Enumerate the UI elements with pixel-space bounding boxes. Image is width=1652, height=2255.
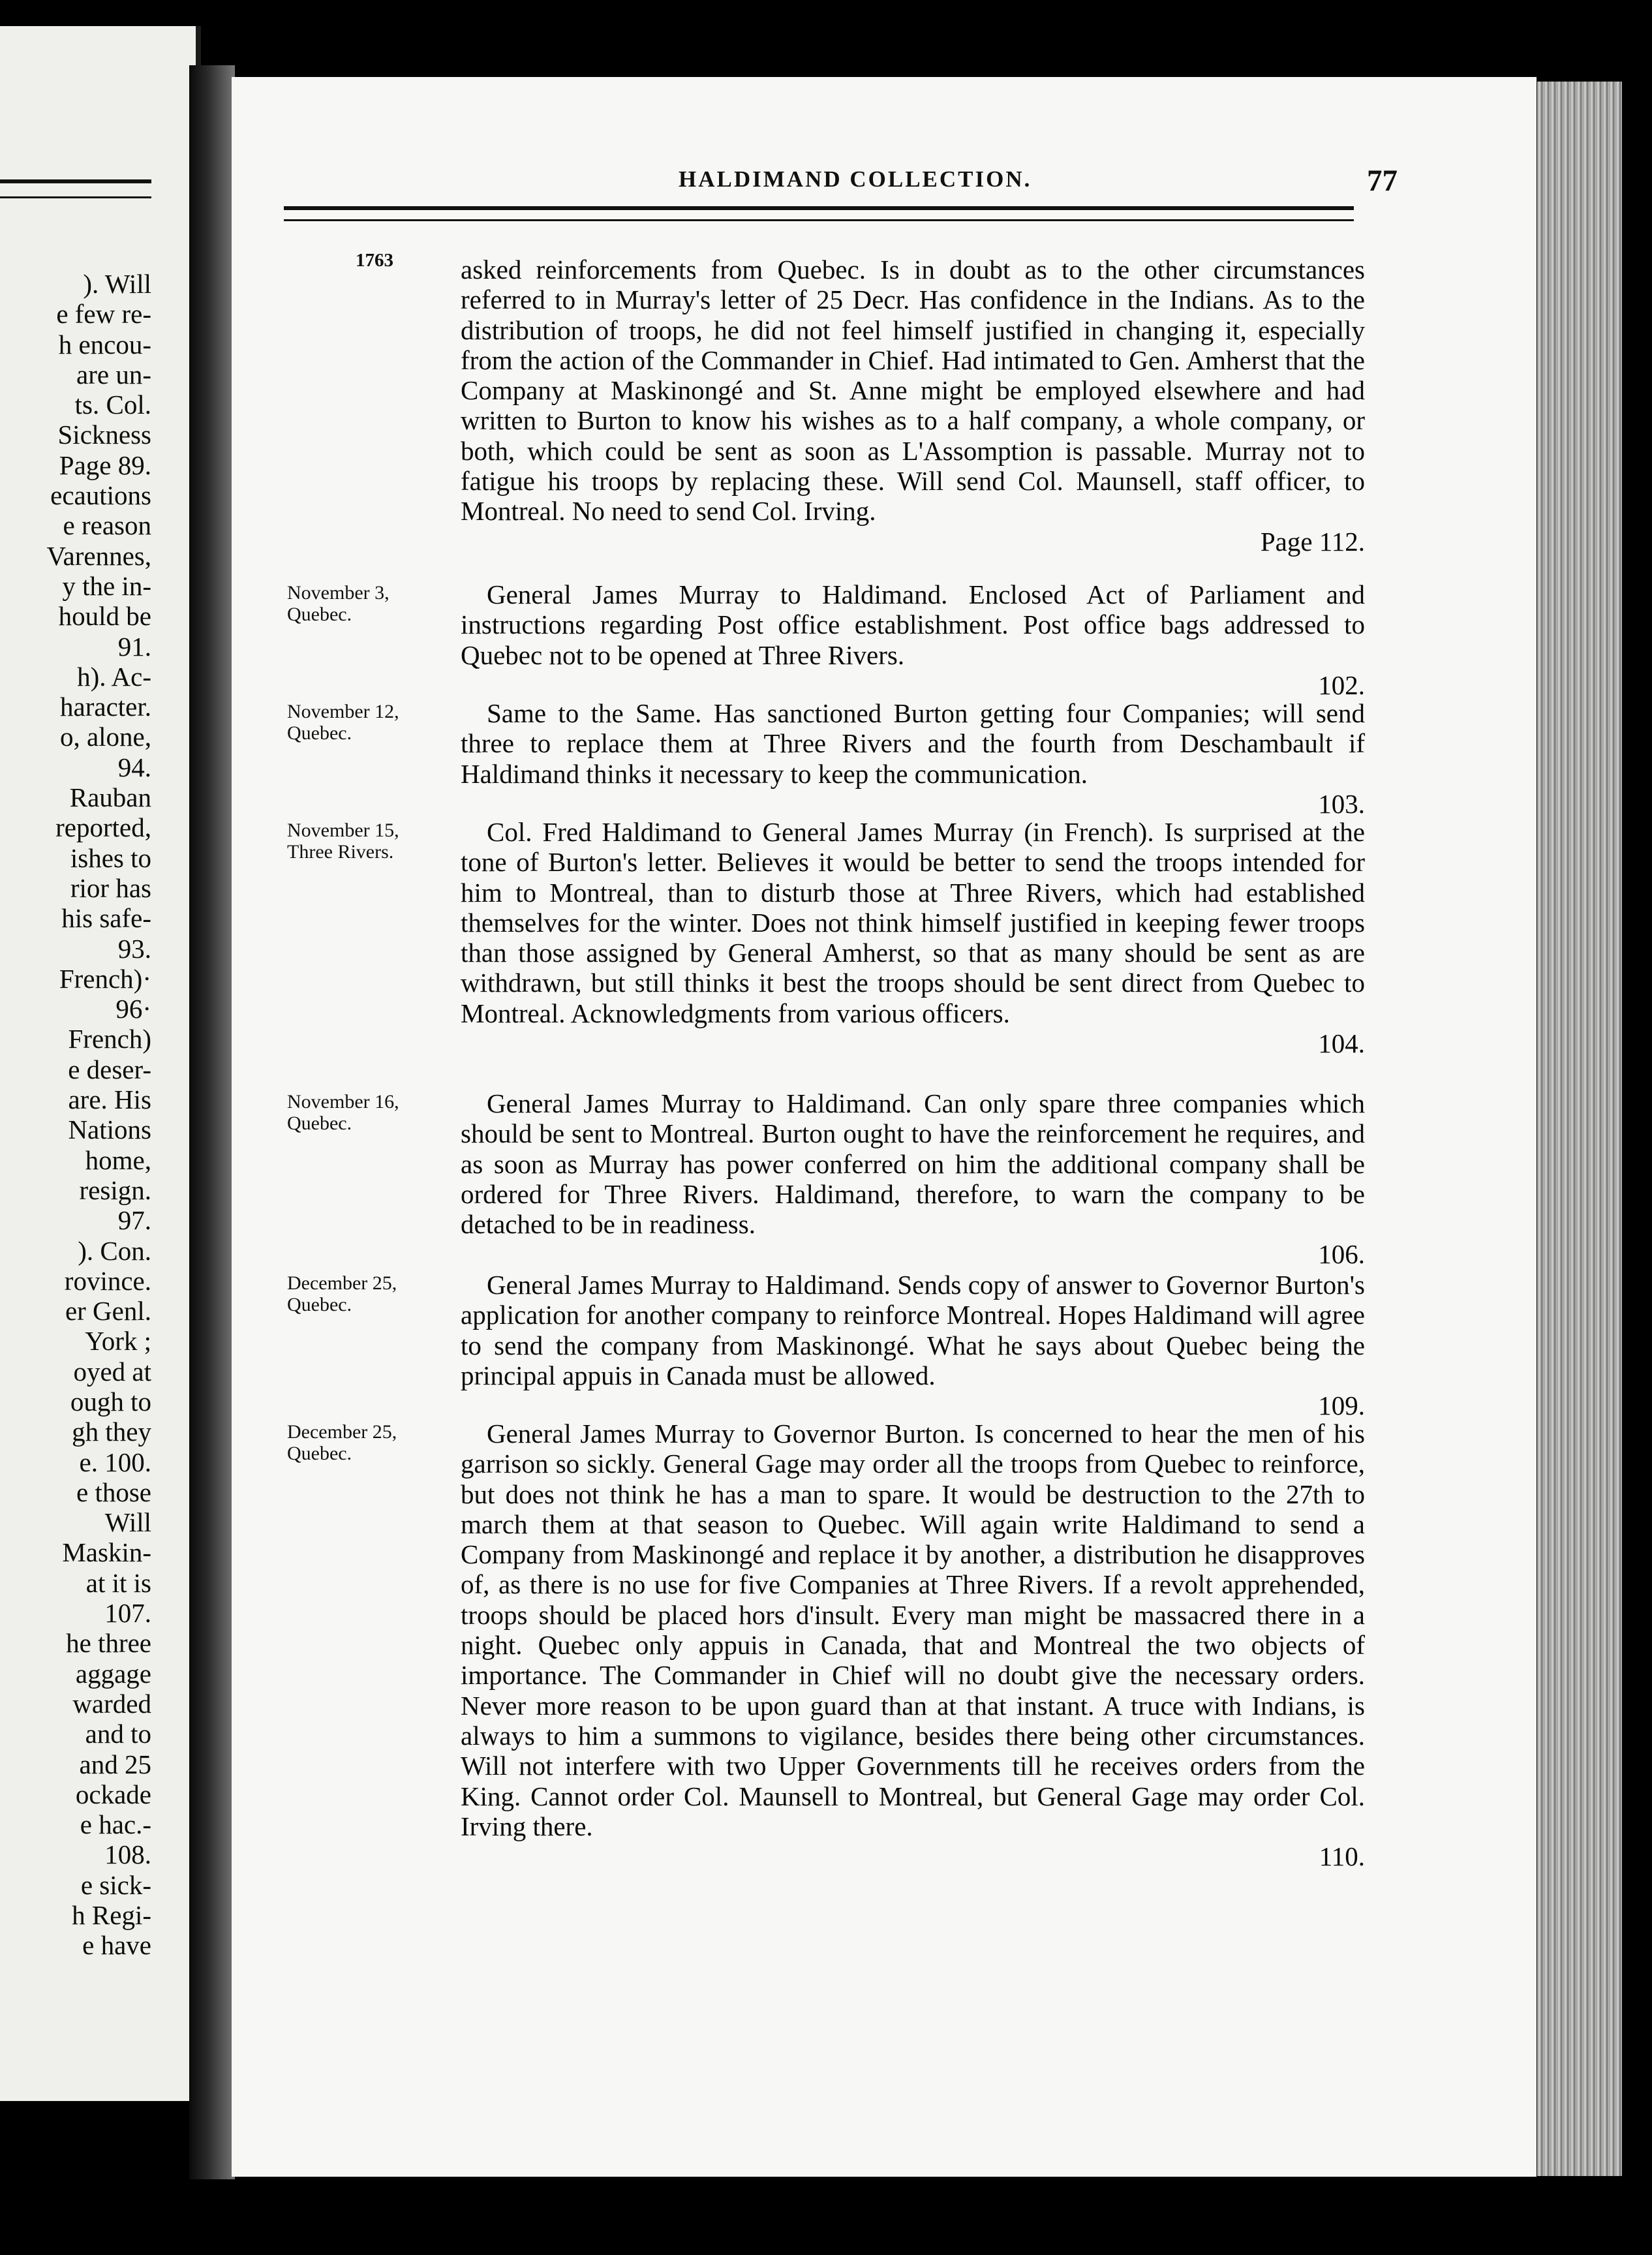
facing-page-line: aggage [75, 1658, 151, 1689]
entry-text: General James Murray to Haldimand. Can only spare three companies which should be sent to Montreal. Burton ought to have the reinforcement he requires, and as soon as Murray has power conferred on him the additional company shall be ordered for Three Rivers. Haldimand, therefore, to warn the company to be detached to be in readiness. [461, 1088, 1365, 1240]
facing-page-line: 93. [117, 933, 151, 964]
entry-date-place [287, 1421, 457, 1464]
facing-page-line: Page 89. [59, 450, 151, 480]
entry-date-place [287, 582, 457, 625]
entry-place: Quebec. [287, 1443, 352, 1464]
entry-page-reference: 102. [1318, 669, 1365, 700]
entry-date: November 16, [287, 1091, 399, 1112]
facing-page-line: Rauban [69, 782, 151, 813]
entry-date: December 25, [287, 1421, 397, 1443]
calendar-entry [287, 1270, 1364, 1420]
entry-place: Quebec. [287, 1294, 352, 1315]
year-marginal-note: 1763 [356, 250, 393, 271]
facing-page-line: e reason [63, 510, 151, 541]
facing-page-line: ecautions [50, 480, 151, 511]
calendar-entry [287, 254, 1364, 557]
entry-date: November 12, [287, 701, 399, 722]
entry-text: asked reinforcements from Quebec. Is in doubt as to the other circumstances referred to in Murray's letter of 25 Decr. Has confidence in the Indians. As to the distribution of troops, he did not feel himself justified in changing it, especially from the action of the Commander in Chief. Had intimated to Gen. Amherst that the Company at Maskinongé and St. Anne might be employed elsewhere and had written to Burton to know his wishes as to a half company, a whole company, or both, which could be sent as soon as L'Assomption is passable. Murray not to fatigue his troops by replacing these. Will send Col. Maunsell, staff officer, to Montreal. No need to send Col. Irving. [461, 254, 1365, 527]
facing-page-line: at it is [85, 1567, 151, 1598]
entry-text: General James Murray to Haldimand. Enclosed Act of Parliament and instructions regarding Post office establishment. Post office bags addressed to Quebec not to be opened at Three Rivers. [461, 579, 1365, 670]
facing-page-line: rovince. [64, 1265, 151, 1296]
facing-page-line: 107. [104, 1598, 151, 1629]
facing-page-line: e those [76, 1477, 151, 1507]
entry-place: Quebec. [287, 1112, 352, 1134]
entry-date-place [287, 1091, 457, 1134]
entry-date: November 3, [287, 582, 390, 604]
entry-body [461, 698, 1365, 819]
facing-page-line: oyed at [73, 1356, 151, 1387]
entry-page-reference: Page 112. [1260, 526, 1365, 557]
entry-page-reference: 109. [1318, 1390, 1365, 1421]
running-head: HALDIMAND COLLECTION. [679, 166, 1032, 192]
facing-page-line: French) [68, 1024, 151, 1054]
entry-date-place [287, 1272, 457, 1315]
calendar-entry [287, 1088, 1364, 1270]
facing-page-text [0, 269, 151, 1961]
facing-page-line: 91. [117, 631, 151, 662]
page-number: 77 [1367, 164, 1398, 198]
book-gutter [189, 65, 235, 2179]
facing-page-line: and 25 [79, 1749, 151, 1779]
facing-page-line: warded [72, 1688, 151, 1719]
facing-page-line: e hac.- [80, 1809, 151, 1840]
facing-page-line: York ; [85, 1326, 151, 1357]
facing-page-line: Maskin- [62, 1537, 151, 1568]
entry-place: Quebec. [287, 722, 352, 744]
facing-page-line: e sick- [80, 1869, 151, 1900]
facing-page-header-rule [0, 179, 151, 198]
facing-page-line: French)· [59, 963, 151, 994]
facing-page-line: ts. Col. [74, 390, 151, 420]
facing-page-line: Varennes, [46, 540, 151, 571]
facing-page-line: Nations [68, 1114, 151, 1145]
facing-page-line: e few re- [56, 299, 151, 330]
entry-date-place [287, 820, 457, 863]
facing-page-line: 96· [115, 994, 151, 1024]
calendar-entry [287, 817, 1364, 1058]
entry-body [461, 1088, 1365, 1270]
calendar-entry [287, 579, 1364, 700]
entry-date: November 15, [287, 820, 399, 841]
entry-body [461, 1270, 1365, 1420]
entry-page-reference: 106. [1318, 1239, 1365, 1270]
facing-page-line: haracter. [60, 692, 151, 722]
facing-page-line: are. His [68, 1084, 151, 1115]
facing-page-line: e have [82, 1930, 151, 1961]
facing-page-line: o, alone, [59, 722, 151, 752]
entry-text: General James Murray to Governor Burton. Is concerned to hear the men of his garrison so sickly. General Gage may order all the troops from Quebec to reinforce, but does not think he has a man to spare. It would be destruction to the 27th to march them at that season to Quebec. Will again write Haldimand to send a Company from Maskinongé and replace it by another, a distribution he disapproves of, as there is no use for five Companies at Three Rivers. If a revolt apprehended, troops should be placed hors d'insult. Every man might be massacred there in a night. Quebec only appuis in Canada, that and Montreal the two objects of importance. The Commander in Chief will no doubt give the necessary orders. Never more reason to be upon guard than at that instant. A truce with Indians, is always to him a summons to vigilance, besides there being other circumstances. Will not interfere with two Upper Governments till he receives orders from the King. Cannot order Col. Maunsell to Montreal, but General Gage may order Col. Irving there. [461, 1419, 1365, 1841]
facing-page-line: h). Ac- [77, 661, 151, 692]
facing-page-line: 108. [104, 1839, 151, 1870]
entry-body [461, 579, 1365, 700]
entry-date: December 25, [287, 1272, 397, 1294]
facing-page-line: reported, [55, 812, 151, 843]
calendar-entry [287, 698, 1364, 819]
entry-text: Same to the Same. Has sanctioned Burton getting four Companies; will send three to replace them at Three Rivers and the fourth from Deschambault if Haldimand thinks it necessary to keep the communication. [461, 698, 1365, 789]
entry-body [461, 817, 1365, 1058]
entry-body [461, 1419, 1365, 1871]
entry-text: Col. Fred Haldimand to General James Murray (in French). Is surprised at the tone of Burton's letter. Believes it would be better to send the troops intended for him to Montreal, than to disturb those at Three Rivers, which had established themselves for the winter. Does not think himself justified in keeping fewer troops than those assigned by General Amherst, so that as many should be sent as are withdrawn, but still thinks it best the troops should be sent direct from Quebec to Montreal. Acknowledgments from various officers. [461, 817, 1365, 1028]
facing-page-line: his safe- [61, 903, 151, 934]
facing-page-line: and to [85, 1719, 151, 1749]
facing-page-line: resign. [79, 1174, 151, 1205]
facing-page-line: h Regi- [72, 1900, 151, 1931]
facing-page-line: e. 100. [79, 1447, 151, 1477]
facing-page-line: e deser- [68, 1054, 151, 1084]
facing-page-line: Sickness [57, 420, 151, 450]
facing-page-line: hould be [58, 601, 151, 632]
facing-page-line: h encou- [58, 329, 151, 360]
entry-text: General James Murray to Haldimand. Sends copy of answer to Governor Burton's application for another company to reinforce Montreal. Hopes Haldimand will agree to send the company from Maskinongé. What he says about Quebec being the principal appuis in Canada must be allowed. [461, 1270, 1365, 1390]
facing-page-line: home, [85, 1144, 151, 1175]
facing-page-line: er Genl. [65, 1296, 151, 1327]
facing-page-line: ockade [75, 1779, 151, 1809]
entry-page-reference: 103. [1318, 788, 1365, 819]
entry-place: Quebec. [287, 604, 352, 625]
facing-page-line: 94. [117, 752, 151, 782]
facing-page-line: ). Con. [78, 1235, 151, 1266]
facing-page-line: Will [104, 1507, 151, 1538]
entry-date-place [287, 701, 457, 744]
facing-page-line: rior has [70, 872, 151, 903]
entry-page-reference: 104. [1318, 1028, 1365, 1059]
header-double-rule [284, 206, 1354, 221]
entry-page-reference: 110. [1319, 1841, 1365, 1872]
entry-body [461, 254, 1365, 557]
facing-page-line: gh they [72, 1417, 151, 1447]
entry-place: Three Rivers. [287, 841, 394, 863]
facing-page-line: 97. [117, 1205, 151, 1236]
facing-page-line: ough to [70, 1386, 151, 1417]
calendar-entry [287, 1419, 1364, 1871]
facing-page-line: y the in- [62, 570, 151, 601]
facing-page-line: ). Will [83, 269, 151, 299]
facing-page-line: he three [66, 1628, 151, 1659]
facing-page-line: ishes to [70, 842, 151, 873]
page-stack-edge [1537, 82, 1622, 2176]
facing-page-line: are un- [76, 359, 151, 390]
